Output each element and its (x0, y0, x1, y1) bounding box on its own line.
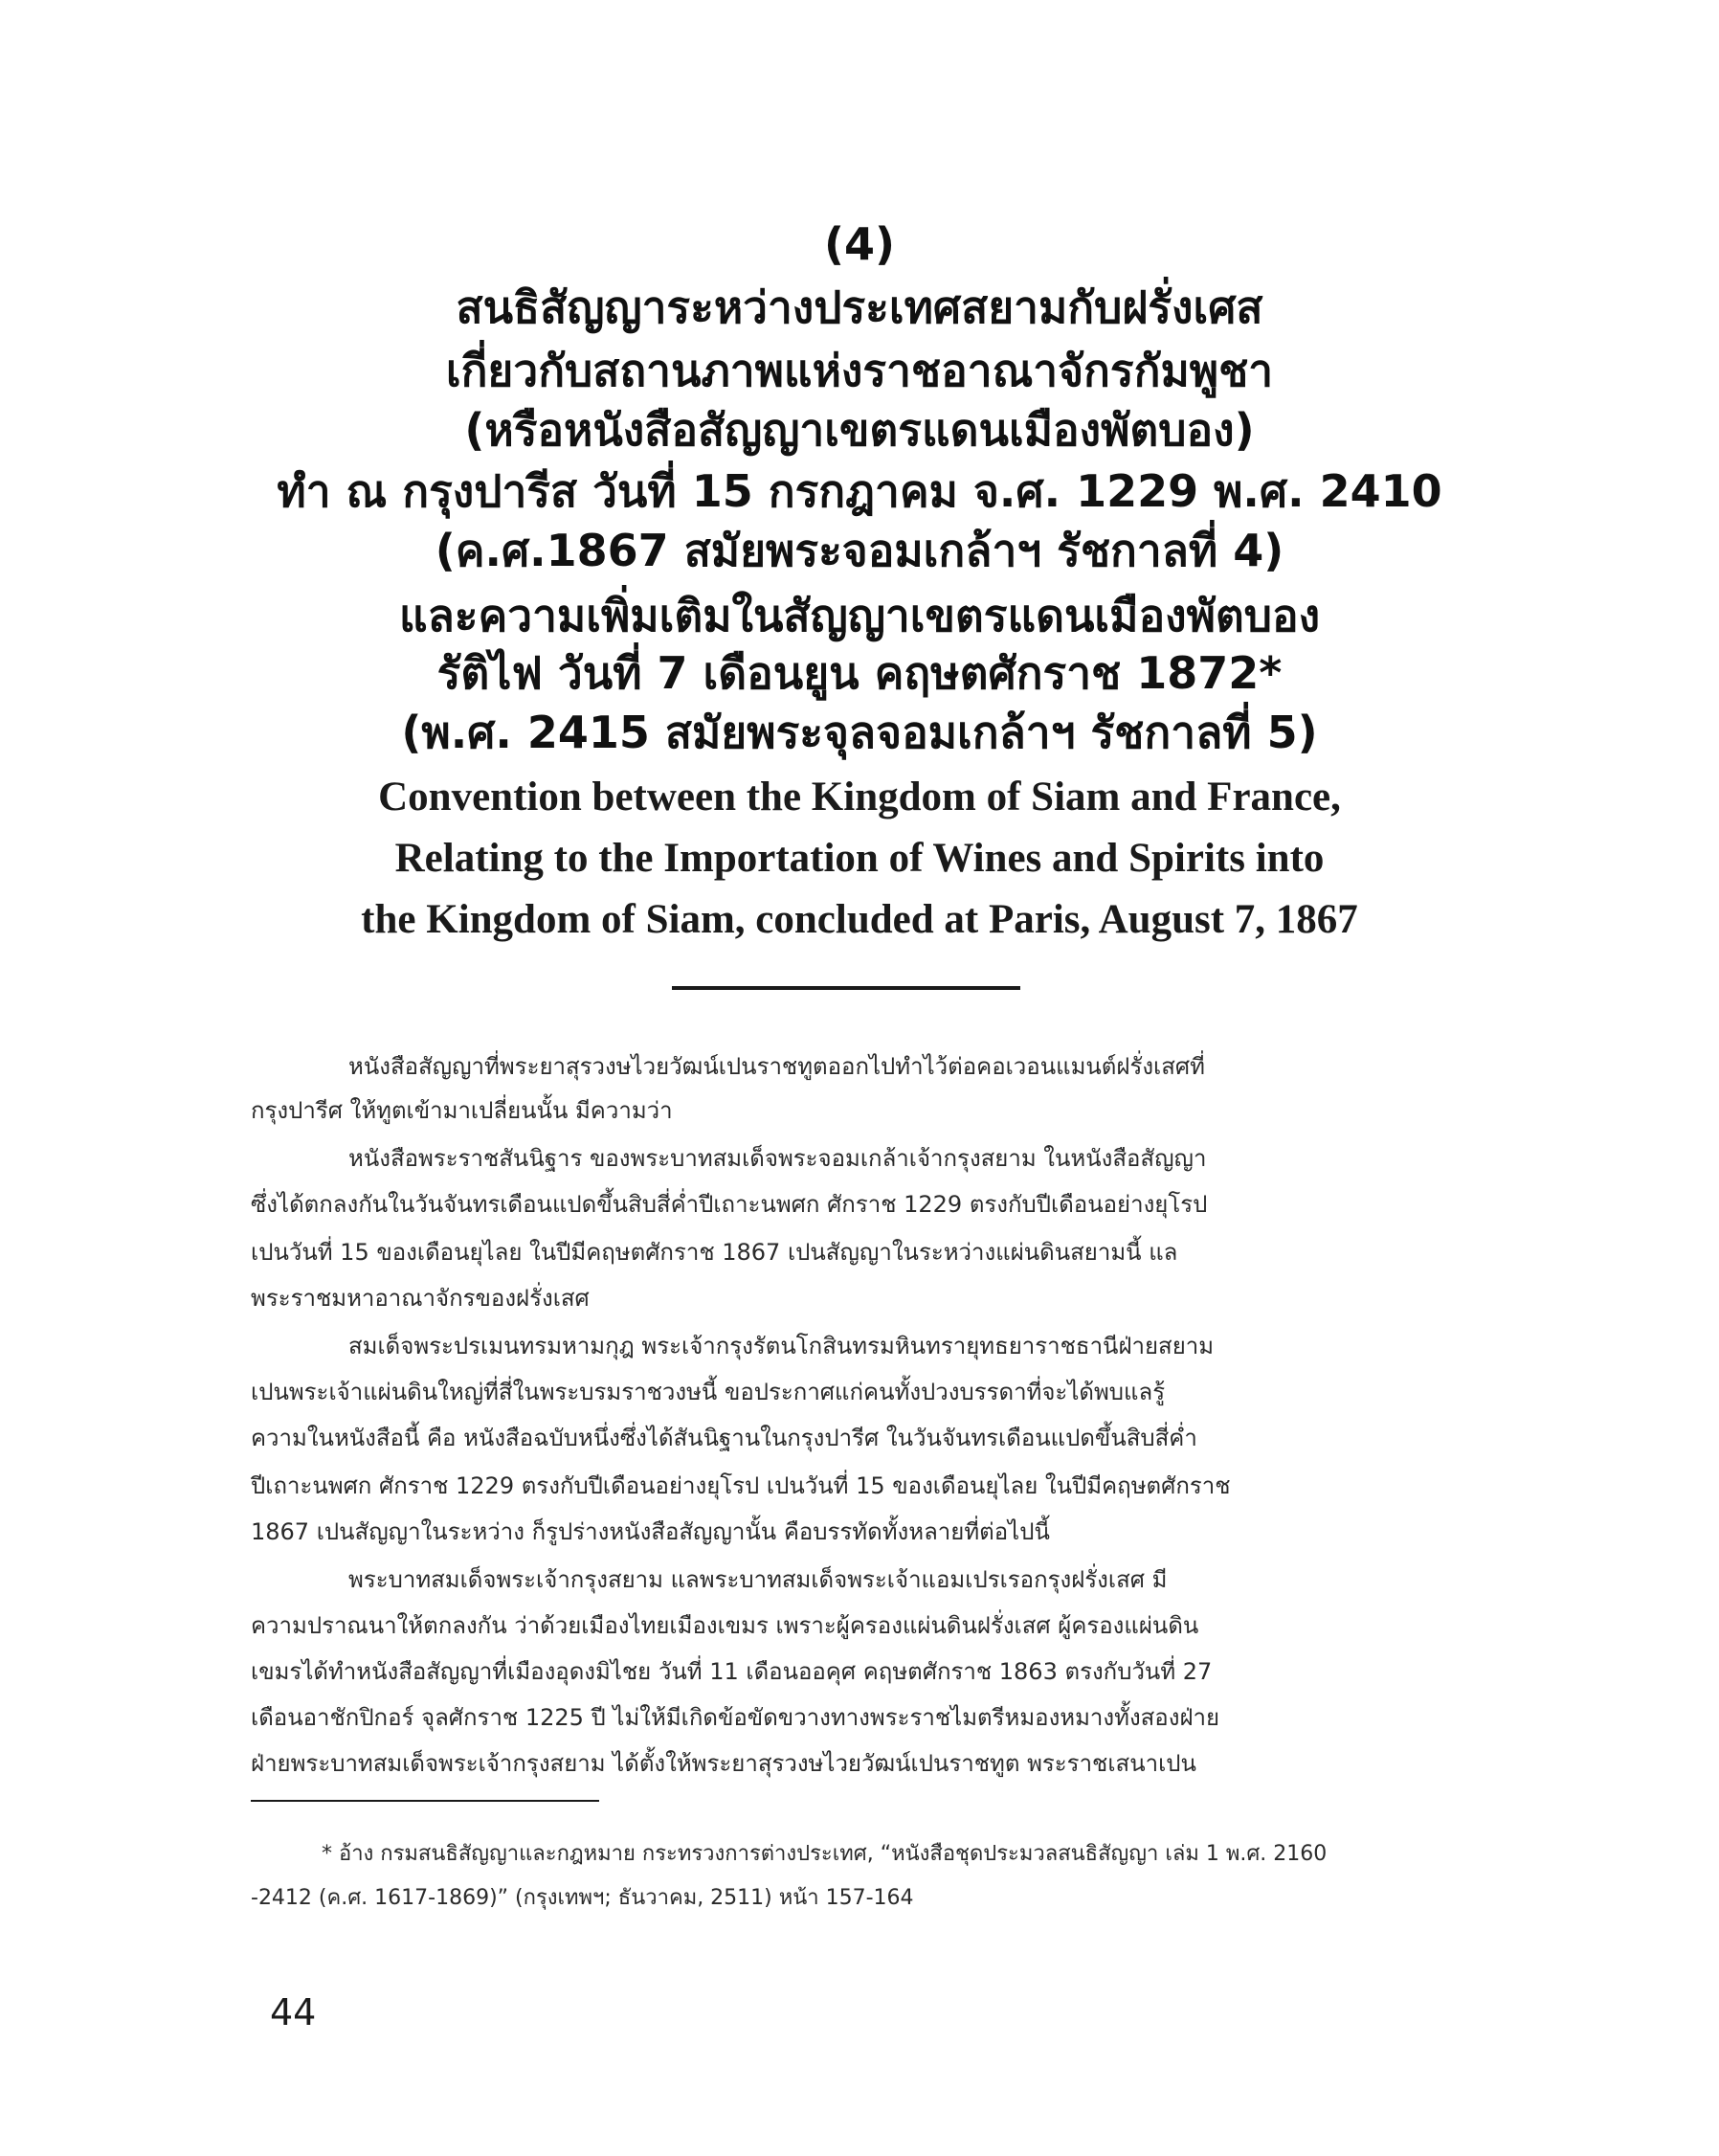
thai-title-line-7: รัติไฟ วันที่ 7 เดือนยูน คฤษตศักราช 1872* (436, 647, 1283, 699)
footnote-divider (251, 1800, 599, 1802)
thai-title-line-2: เกี่ยวกับสถานภาพแห่งราชอาณาจักรกัมพูชา (445, 345, 1274, 396)
body-line-3: หนังสือพระราชสันนิฐาร ของพระบาทสมเด็จพระจอมเกล้าเจ้ากรุงสยาม ในหนังสือสัญญา (348, 1145, 1207, 1172)
thai-title-line-5: (ค.ศ.1867 สมัยพระจอมเกล้าฯ รัชกาลที่ 4) (435, 525, 1284, 576)
body-line-8: เปนพระเจ้าแผ่นดินใหญ่ที่สี่ในพระบรมราชวงษนี้ ขอประกาศแก่คนทั้งปวงบรรดาที่จะได้พบแลรู้ (251, 1379, 1166, 1405)
english-title-line-1: Convention between the Kingdom of Siam and France, (378, 775, 1341, 820)
section-number: (4) (823, 218, 896, 270)
thai-title-line-6: และความเพิ่มเติมในสัญญาเขตรแดนเมืองพัตบอง (398, 590, 1321, 641)
body-line-12: พระบาทสมเด็จพระเจ้ากรุงสยาม แลพระบาทสมเด็จพระเจ้าแอมเปรเรอกรุงฝรั่งเสศ มี (348, 1566, 1168, 1593)
body-line-7: สมเด็จพระปรเมนทรมหามกุฎ พระเจ้ากรุงรัตนโกสินทรมหินทรายุทธยาราชธานีฝ่ายสยาม (348, 1333, 1215, 1359)
body-line-1: หนังสือสัญญาที่พระยาสุรวงษไวยวัฒน์เปนราชทูตออกไปทำไว้ต่อคอเวอนแมนต์ฝรั่งเสศที่ (348, 1053, 1205, 1080)
body-line-9: ความในหนังสือนี้ คือ หนังสือฉบับหนึ่งซึ่งได้สันนิฐานในกรุงปารีศ ในวันจันทรเดือนแปดขึ้นสิบสี่ค่ำ (251, 1425, 1197, 1451)
body-line-6: พระราชมหาอาณาจักรของฝรั่งเสศ (251, 1285, 590, 1312)
thai-title-line-3: (หรือหนังสือสัญญาเขตรแดนเมืองพัตบอง) (464, 404, 1255, 456)
body-line-15: เดือนอาชักปิกอร์ จุลศักราช 1225 ปี ไม่ให้มีเกิดข้อขัดขวางทางพระราชไมตรีหมองหมางทั้งสองฝ่าย (251, 1704, 1220, 1731)
body-line-2: กรุงปารีศ ให้ทูตเข้ามาเปลี่ยนนั้น มีความว่า (251, 1097, 673, 1124)
page-number: 44 (270, 1991, 317, 2033)
english-title-line-2: Relating to the Importation of Wines and Spirits into (394, 836, 1325, 881)
english-title-line-3: the Kingdom of Siam, concluded at Paris, August 7, 1867 (361, 897, 1358, 942)
body-line-11: 1867 เปนสัญญาในระหว่าง ก็รูปร่างหนังสือสัญญานั้น คือบรรทัดทั้งหลายที่ต่อไปนี้ (251, 1518, 1050, 1545)
footnote-line-1: * อ้าง กรมสนธิสัญญาและกฎหมาย กระทรวงการต่างประเทศ, “หนังสือชุดประมวลสนธิสัญญา เล่ม 1 พ.ศ. 2160 (322, 1842, 1328, 1866)
title-divider (672, 986, 1020, 990)
body-line-10: ปีเถาะนพศก ศักราช 1229 ตรงกับปีเดือนอย่างยุโรป เปนวันที่ 15 ของเดือนยุไลย ในปีมีคฤษตศักราช (251, 1472, 1231, 1499)
body-line-4: ซึ่งได้ตกลงกันในวันจันทรเดือนแปดขึ้นสิบสี่ค่ำปีเถาะนพศก ศักราช 1229 ตรงกับปีเดือนอย่างยุโรป (251, 1191, 1208, 1218)
thai-title-line-4: ทำ ณ กรุงปารีส วันที่ 15 กรกฎาคม จ.ศ. 1229 พ.ศ. 2410 (277, 465, 1442, 517)
body-line-5: เปนวันที่ 15 ของเดือนยุไลย ในปีมีคฤษตศักราช 1867 เปนสัญญาในระหว่างแผ่นดินสยามนี้ แล (251, 1239, 1178, 1266)
thai-title-line-8: (พ.ศ. 2415 สมัยพระจุลจอมเกล้าฯ รัชกาลที่ 5) (401, 707, 1318, 758)
footnote-line-2: -2412 (ค.ศ. 1617-1869)” (กรุงเทพฯ; ธันวาคม, 2511) หน้า 157-164 (251, 1886, 914, 1910)
thai-title-line-1: สนธิสัญญาระหว่างประเทศสยามกับฝรั่งเศส (456, 281, 1263, 333)
body-line-13: ความปราณนาให้ตกลงกัน ว่าด้วยเมืองไทยเมืองเขมร เพราะผู้ครองแผ่นดินฝรั่งเสศ ผู้ครองแผ่นดิน (251, 1612, 1199, 1639)
body-line-14: เขมรได้ทำหนังสือสัญญาที่เมืองอุดงมิไชย วันที่ 11 เดือนออคุศ คฤษตศักราช 1863 ตรงกับวันที่ 27 (251, 1658, 1213, 1685)
body-line-16: ฝ่ายพระบาทสมเด็จพระเจ้ากรุงสยาม ได้ตั้งให้พระยาสุรวงษไวยวัฒน์เปนราชทูต พระราชเสนาเปน (251, 1750, 1196, 1777)
